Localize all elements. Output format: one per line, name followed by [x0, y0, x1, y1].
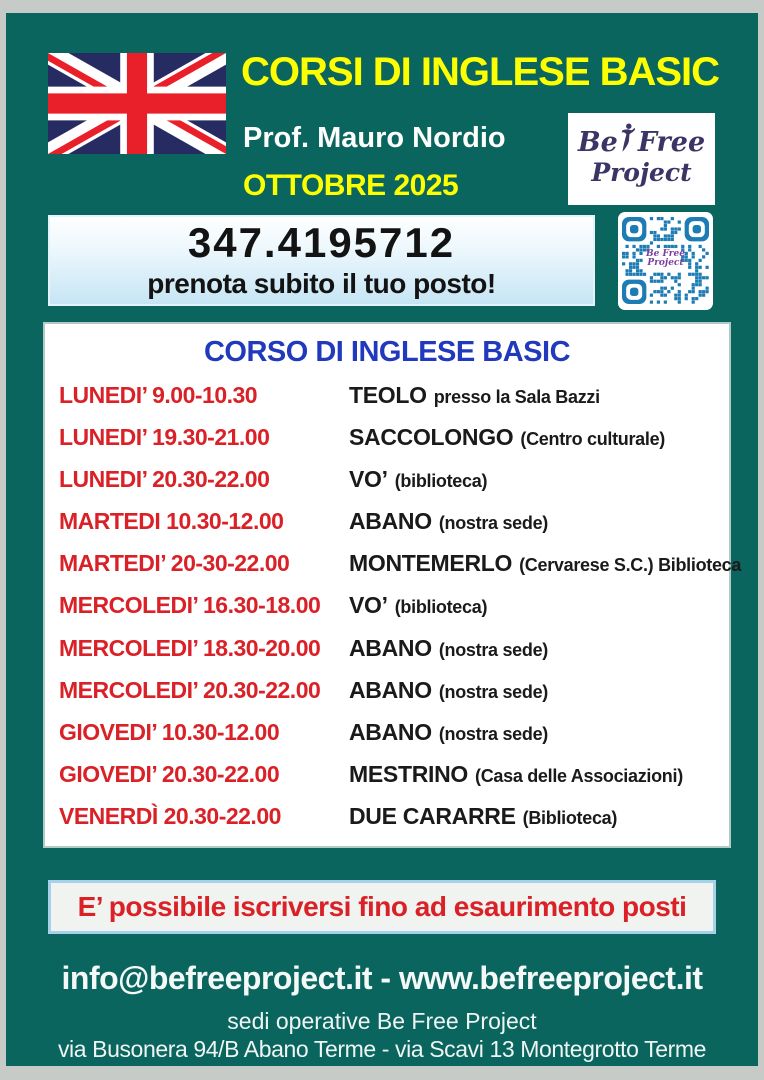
- professor-name: Prof. Mauro Nordio: [243, 122, 506, 154]
- schedule-row: [59, 550, 742, 577]
- schedule-place: MESTRINO: [349, 760, 468, 787]
- qr-center-logo: Be Free Project: [646, 249, 685, 269]
- schedule-time: LUNEDI’ 9.00-10.30: [59, 382, 258, 408]
- schedule-place: ABANO: [349, 676, 432, 703]
- schedule-time: LUNEDI’ 19.30-21.00: [59, 424, 270, 451]
- schedule-place: MONTEMERLO: [349, 550, 513, 577]
- dancer-silhouette-icon: [620, 122, 636, 156]
- schedule-panel: [43, 322, 742, 848]
- schedule-time: MARTEDI’ 20-30-22.00: [59, 550, 290, 577]
- enrollment-notice-text: E’ possibile iscriversi fino ad esaurimento posti: [77, 891, 687, 922]
- schedule-row: [59, 508, 723, 535]
- schedule-title: CORSO DI INGLESE BASIC: [203, 336, 571, 368]
- schedule-row: [59, 424, 723, 451]
- schedule-row: [59, 635, 723, 662]
- schedule-note: (biblioteca): [394, 471, 488, 492]
- schedule-place: ABANO: [349, 634, 432, 661]
- schedule-time: GIOVEDI’ 20.30-22.00: [59, 760, 280, 787]
- schedule-time: VENERDÌ 20.30-22.00: [59, 802, 281, 829]
- schedule-row: [59, 382, 723, 409]
- booking-box: [48, 215, 595, 306]
- logo-word-project: Project: [591, 158, 692, 187]
- schedule-note: (nostra sede): [438, 513, 548, 534]
- schedule-time: MERCOLEDI’ 16.30-18.00: [59, 592, 321, 619]
- qr-code: [618, 212, 713, 310]
- schedule-place: ABANO: [349, 718, 432, 745]
- address-line: via Busonera 94/B Abano Terme - via Scavi 13 Montegrotto Terme: [57, 1036, 707, 1062]
- schedule-time: GIOVEDI’ 10.30-12.00: [59, 718, 280, 745]
- schedule-note: (nostra sede): [438, 723, 548, 744]
- schedule-row: [59, 761, 723, 788]
- contact-line: info@befreeproject.it - www.befreeproject.it: [61, 960, 703, 996]
- page-title: CORSI DI INGLESE BASIC: [241, 50, 720, 94]
- schedule-place: SACCOLONGO: [349, 424, 514, 451]
- uk-flag-icon: [48, 53, 226, 154]
- schedule-row: [59, 466, 723, 493]
- schedule-note: (Biblioteca): [522, 807, 618, 828]
- schedule-place: TEOLO: [349, 382, 427, 408]
- schedule-note: (Centro culturale): [520, 429, 666, 450]
- schedule-rows: [59, 382, 742, 830]
- enrollment-notice: [48, 880, 716, 934]
- schedule-note: (nostra sede): [438, 681, 548, 702]
- logo-word-free: Free: [637, 127, 706, 158]
- offices-line: sedi operative Be Free Project: [227, 1008, 537, 1034]
- schedule-row: [59, 677, 723, 704]
- schedule-time: MERCOLEDI’ 18.30-20.00: [59, 634, 321, 661]
- schedule-note: presso la Sala Bazzi: [433, 387, 600, 407]
- schedule-place: VO’: [349, 592, 388, 619]
- schedule-row: [59, 719, 723, 746]
- schedule-place: DUE CARARRE: [349, 802, 516, 829]
- logo-word-be: Be: [577, 127, 618, 158]
- schedule-time: MARTEDI 10.30-12.00: [59, 508, 284, 535]
- schedule-note: (biblioteca): [394, 597, 488, 618]
- booking-cta: prenota subito il tuo posto!: [147, 268, 496, 299]
- schedule-note: (nostra sede): [438, 639, 548, 660]
- schedule-place: ABANO: [349, 508, 432, 535]
- schedule-row: [59, 803, 723, 830]
- schedule-place: VO’: [349, 466, 388, 493]
- schedule-time: LUNEDI’ 20.30-22.00: [59, 466, 270, 493]
- month-label: OTTOBRE 2025: [243, 169, 459, 202]
- befree-logo: [568, 113, 715, 205]
- schedule-time: MERCOLEDI’ 20.30-22.00: [59, 676, 321, 703]
- schedule-row: [59, 592, 723, 619]
- schedule-note: (Cervarese S.C.) Biblioteca: [519, 555, 742, 576]
- schedule-note: (Casa delle Associazioni): [475, 765, 683, 786]
- phone-number: 347.4195712: [187, 219, 456, 266]
